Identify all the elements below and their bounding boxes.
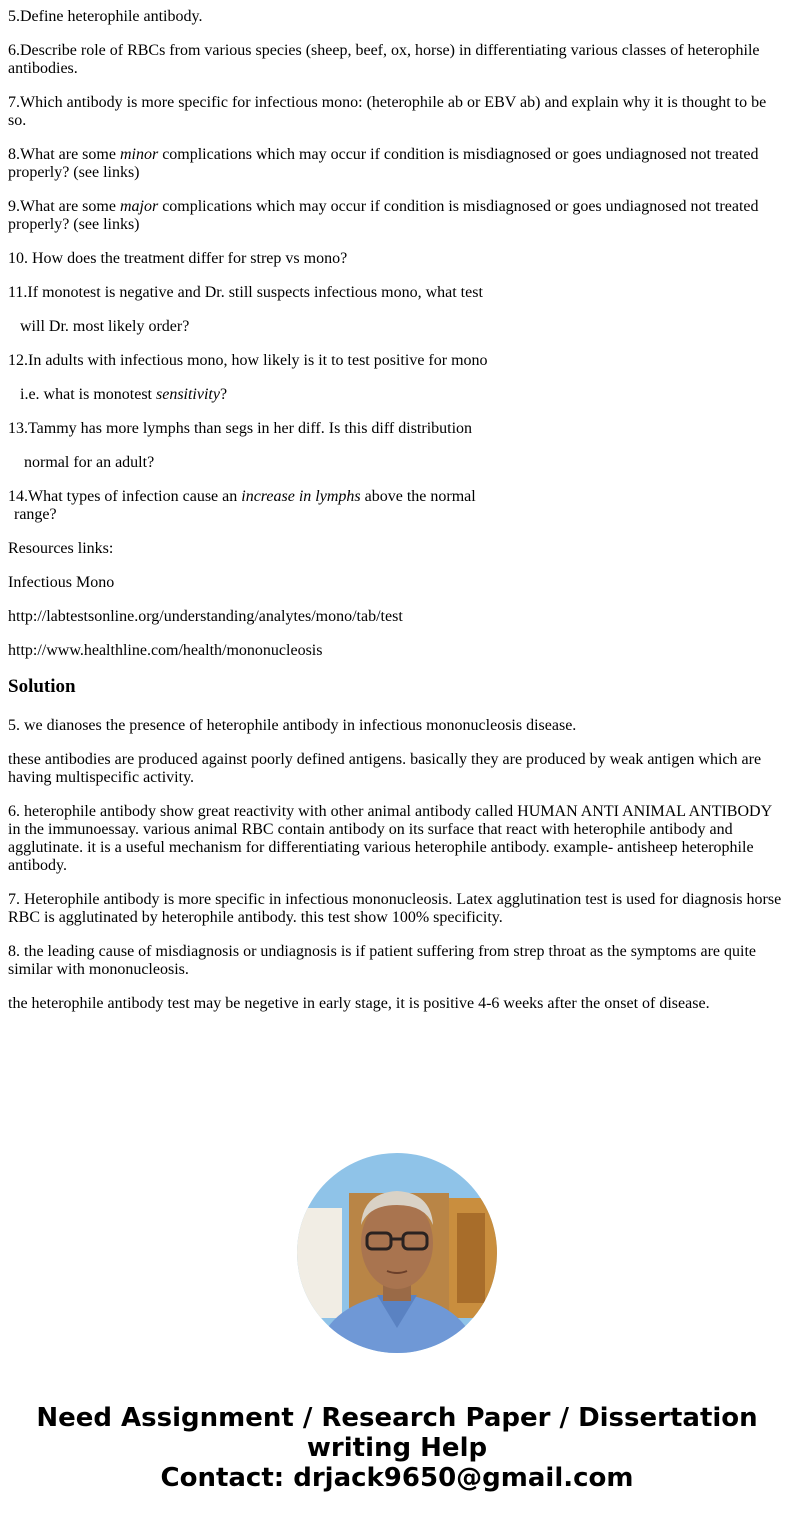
question-7: 7.Which antibody is more specific for infectious mono: (heterophile ab or EBV ab) and explain why it is thought to be so. bbox=[8, 94, 767, 129]
resources-heading: Resources links: bbox=[8, 540, 114, 557]
question-12-emphasis: sensitivity bbox=[155, 386, 220, 403]
question-14-prefix: 14.What types of infection cause an bbox=[8, 488, 242, 505]
question-10: 10. How does the treatment differ for strep vs mono? bbox=[8, 250, 348, 267]
avatar-wall-panel bbox=[297, 1208, 342, 1318]
question-9-suffix: complications which may occur if condition is misdiagnosed or goes undiagnosed not treated properly? (see links) bbox=[8, 198, 759, 233]
question-6: 6.Describe role of RBCs from various species (sheep, beef, ox, horse) in differentiating various classes of heterophile antibodies. bbox=[8, 42, 760, 77]
solution-paragraph: 6. heterophile antibody show great reactivity with other animal antibody called HUMAN ANTI ANIMAL ANTIBODY in the immunoessay. various animal RBC contain antibody on its surface that react with heterophile antibody and agglutinate. it is a useful mechanism for differentiating various heterophile antibody. example- antisheep heterophile antibody. bbox=[8, 803, 772, 874]
banner-line-1: Need Assignment / Research Paper / Dissertation bbox=[36, 1403, 758, 1433]
question-12-line1: 12.In adults with infectious mono, how likely is it to test positive for mono bbox=[8, 352, 488, 369]
solution-paragraph: the heterophile antibody test may be negetive in early stage, it is positive 4-6 weeks after the onset of disease. bbox=[8, 995, 710, 1012]
resource-link-healthline: http://www.healthline.com/health/mononucleosis bbox=[8, 642, 323, 659]
banner-line-2: writing Help bbox=[306, 1433, 488, 1463]
question-14 bbox=[8, 488, 783, 524]
promo-banner bbox=[0, 1403, 794, 1493]
question-11-line2: will Dr. most likely order? bbox=[20, 318, 190, 335]
solution-title: Solution bbox=[8, 676, 76, 697]
resources-topic: Infectious Mono bbox=[8, 574, 115, 591]
avatar bbox=[297, 1153, 497, 1353]
question-12-prefix: i.e. what is monotest bbox=[20, 386, 156, 403]
banner-contact: Contact: drjack9650@gmail.com bbox=[160, 1463, 634, 1493]
question-8-suffix: complications which may occur if condition is misdiagnosed or goes undiagnosed not treated properly? (see links) bbox=[8, 146, 759, 181]
document-body bbox=[8, 8, 783, 1029]
question-8 bbox=[8, 146, 783, 182]
question-9-prefix: 9.What are some bbox=[8, 198, 120, 215]
question-13-line1: 13.Tammy has more lymphs than segs in her diff. Is this diff distribution bbox=[8, 420, 473, 437]
solution-paragraph: 8. the leading cause of misdiagnosis or undiagnosis is if patient suffering from strep throat as the symptoms are quite similar with mononucleosis. bbox=[8, 943, 756, 978]
question-14-suffix: above the normal bbox=[360, 488, 476, 505]
question-11-line1: 11.If monotest is negative and Dr. still suspects infectious mono, what test bbox=[8, 284, 483, 301]
question-8-emphasis: minor bbox=[119, 146, 159, 163]
question-5: 5.Define heterophile antibody. bbox=[8, 8, 203, 25]
avatar-portrait bbox=[297, 1153, 497, 1353]
question-9 bbox=[8, 198, 783, 234]
question-14-line2: range? bbox=[14, 506, 57, 523]
question-12-line2 bbox=[8, 386, 783, 404]
question-12-suffix: ? bbox=[219, 386, 228, 403]
solution-paragraph: 7. Heterophile antibody is more specific in infectious mononucleosis. Latex agglutination test is used for diagnosis horse RBC is agglutinated by heterophile antibody. this test show 100% specificity. bbox=[8, 891, 782, 926]
question-14-emphasis: increase in lymphs bbox=[241, 488, 361, 505]
question-9-emphasis: major bbox=[119, 198, 159, 215]
solution-paragraph: 5. we dianoses the presence of heterophile antibody in infectious mononucleosis disease. bbox=[8, 717, 577, 734]
question-13-line2: normal for an adult? bbox=[24, 454, 155, 471]
resource-link-labtests: http://labtestsonline.org/understanding/analytes/mono/tab/test bbox=[8, 608, 403, 625]
question-8-prefix: 8.What are some bbox=[8, 146, 120, 163]
solution-paragraph: these antibodies are produced against poorly defined antigens. basically they are produced by weak antigen which are having multispecific activity. bbox=[8, 751, 762, 786]
